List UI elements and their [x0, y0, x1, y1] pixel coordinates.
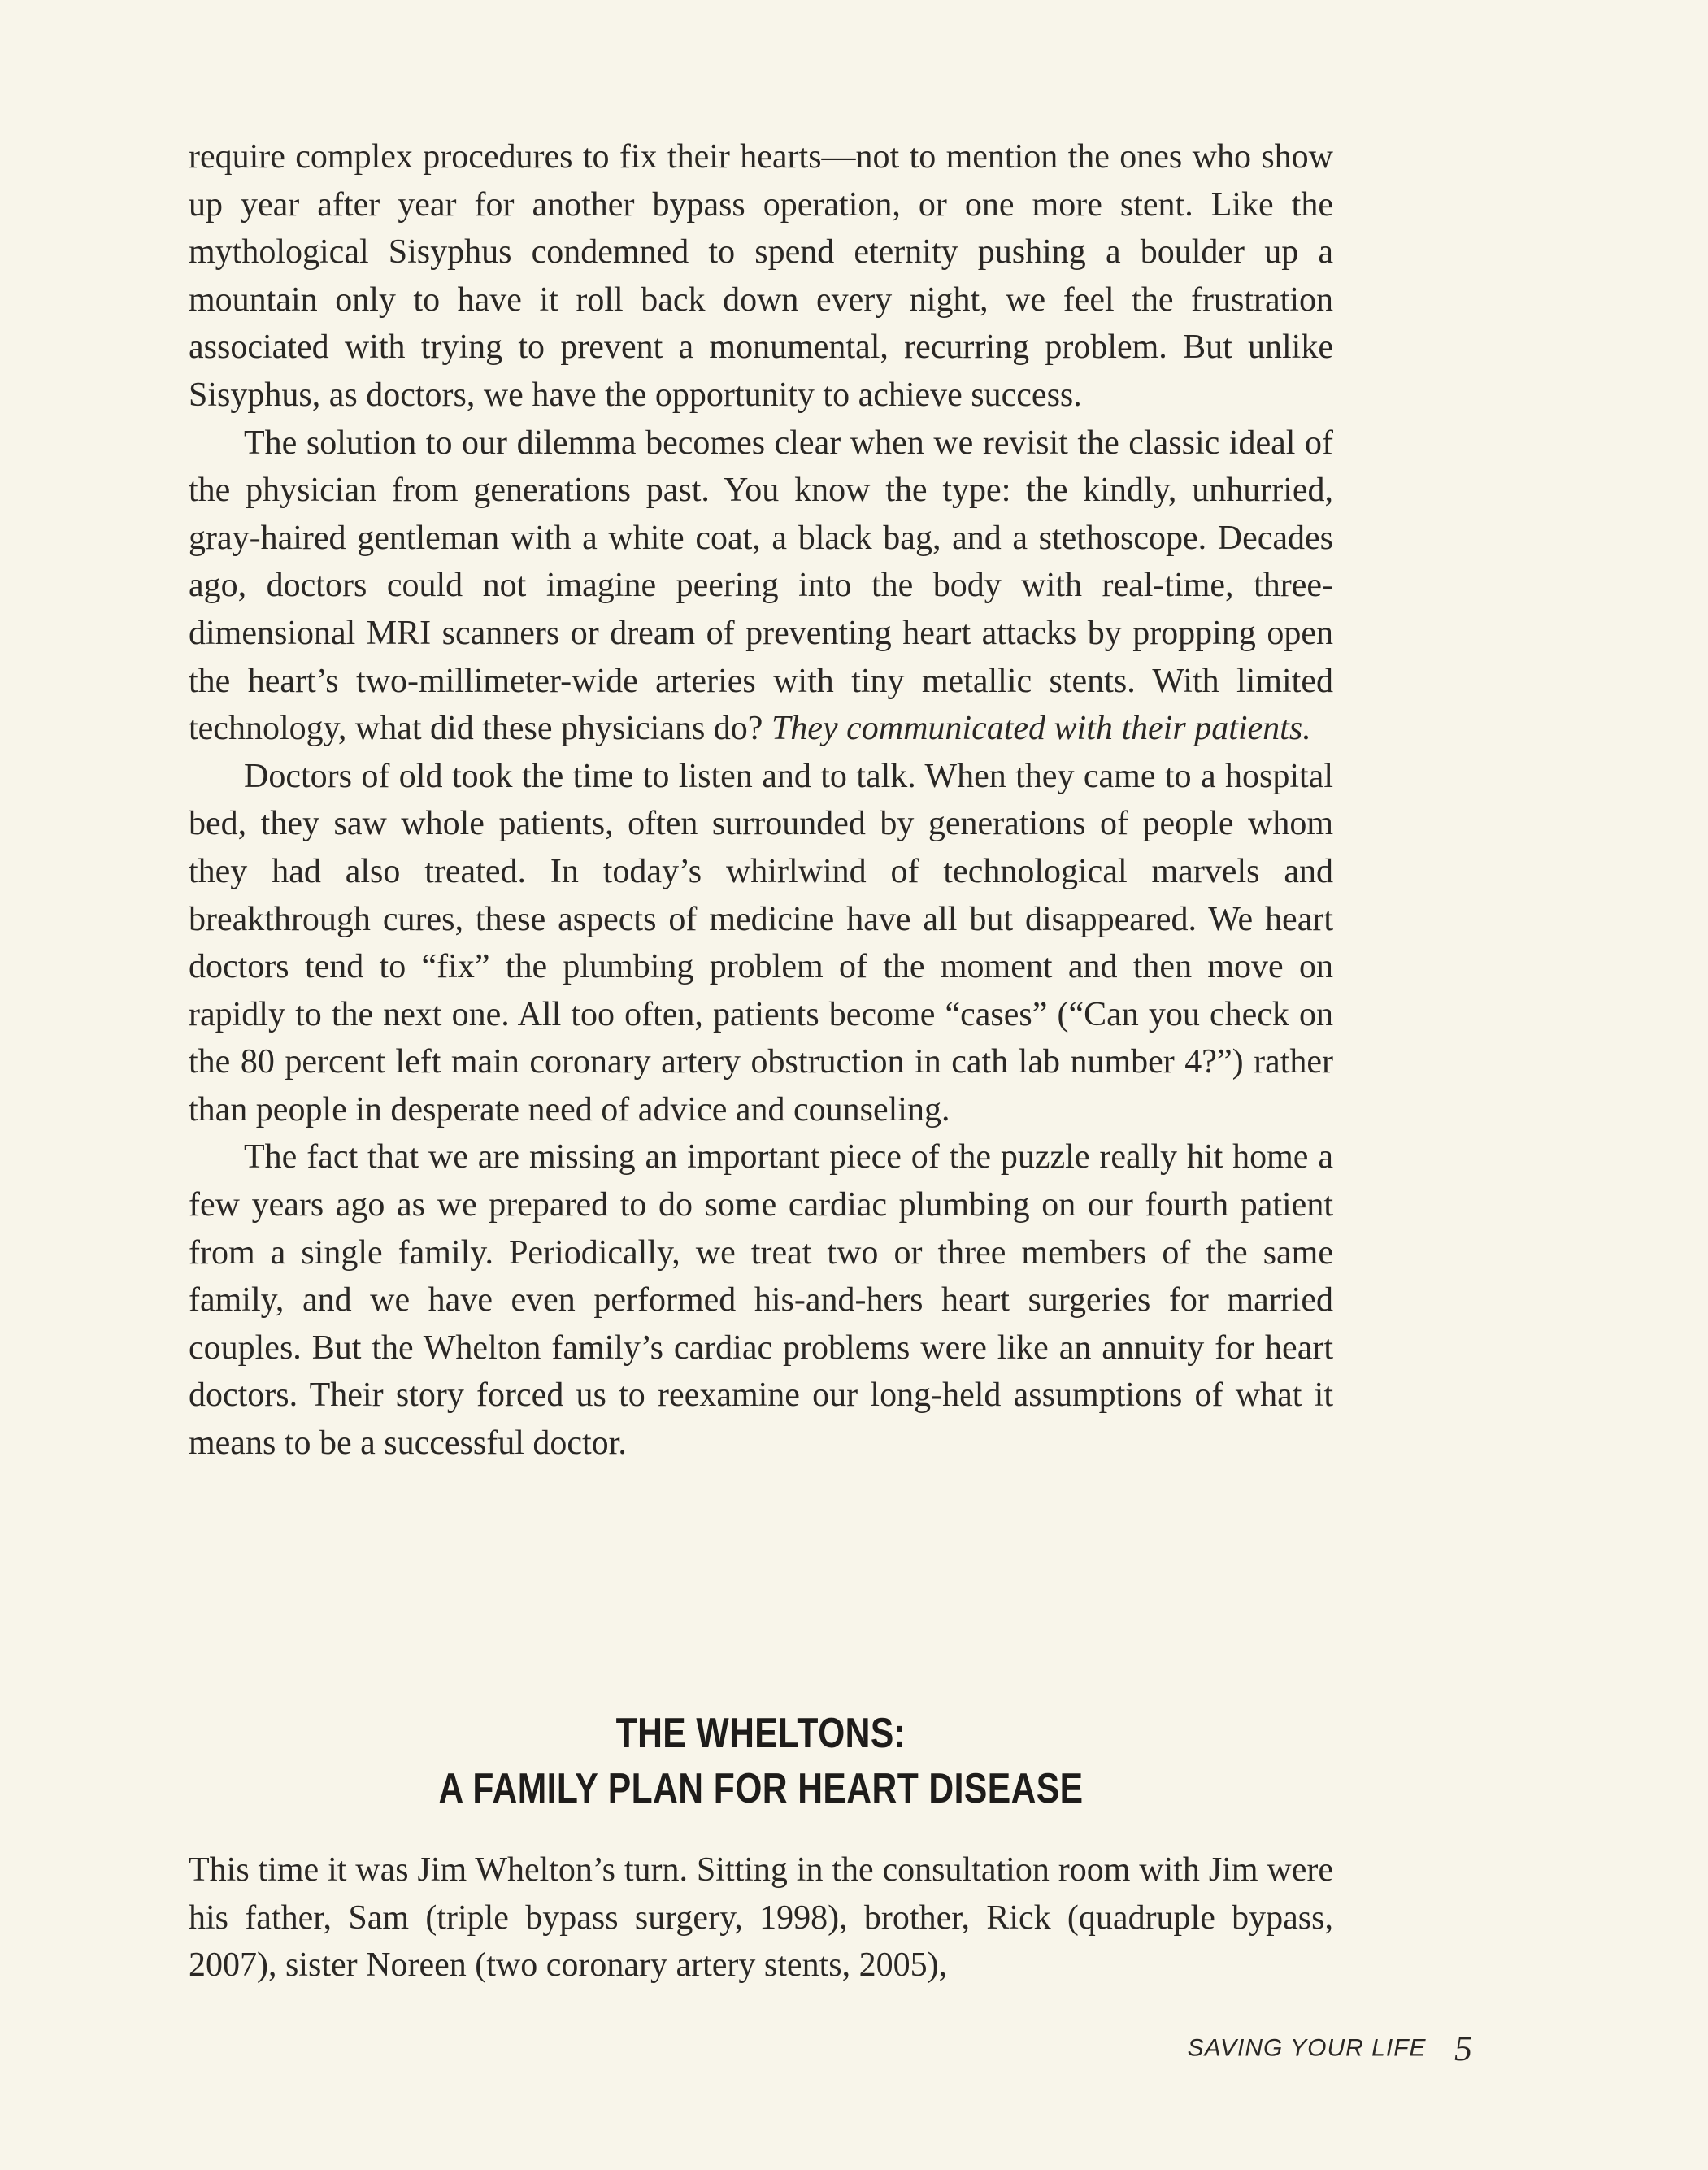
- paragraph-4: The fact that we are missing an important piece of the puzzle really hit home a few years ago as we prepared to do some cardiac plumbing on our fourth patient from a single family. Periodically, we treat two or three members of the same family, and we have even performed his-and-hers heart surgeries for married couples. But the Whelton family’s cardiac problems were like an annuity for heart doctors. Their story forced us to reexamine our long-held assumptions of what it means to be a successful doctor.: [189, 1138, 1333, 1463]
- paragraph-2: [189, 420, 1333, 753]
- section-heading: [292, 1706, 1231, 1816]
- paragraph-3: Doctors of old took the time to listen and to talk. When they came to a hospital bed, they saw whole patients, often surrounded by generations of people whom they had also treated. In today’s whirlwind of technological marvels and breakthrough cures, these aspects of medicine have all but disappeared. We heart doctors tend to “fix” the plumbing problem of the moment and then move on rapidly to the next one. All too often, patients become “cases” (“Can you check on the 80 percent left main coronary artery obstruction in cath lab number 4?”) rather than people in desperate need of advice and counseling.: [189, 757, 1333, 1128]
- body-text-top: [189, 133, 1333, 1468]
- page-footer: [1188, 2028, 1472, 2069]
- section-heading-line-1: THE WHELTONS:: [615, 1710, 906, 1757]
- paragraph-2-text: The solution to our dilemma becomes clear when we revisit the classic ideal of the physician from generations past. You know the type: the kindly, unhurried, gray-haired gentleman with a white coat, a black bag, and a stethoscope. Decades ago, doctors could not imagine peering into the body with real-time, three-dimensional MRI scanners or dream of preventing heart attacks by propping open the heart’s two-millimeter-wide arteries with tiny metallic stents. With limited technology, what did these physicians do?: [189, 424, 1333, 748]
- paragraph-5: This time it was Jim Whelton’s turn. Sitting in the consultation room with Jim were his father, Sam (triple bypass surgery, 1998), brother, Rick (quadruple bypass, 2007), sister Noreen (two coronary artery stents, 2005),: [189, 1851, 1333, 1985]
- running-head: SAVING YOUR LIFE: [1187, 2034, 1427, 2062]
- paragraph-1: require complex procedures to fix their hearts—not to mention the ones who show up year after year for another bypass operation, or one more stent. Like the mythological Sisyphus condemned to spend eternity pushing a boulder up a mountain only to have it roll back down every night, we feel the frustration associated with trying to prevent a monumental, recurring problem. But unlike Sisyphus, as doctors, we have the opportunity to achieve success.: [189, 138, 1333, 414]
- body-text-bottom: [189, 1846, 1333, 1990]
- section-heading-line-2: A FAMILY PLAN FOR HEART DISEASE: [438, 1765, 1084, 1812]
- page-number: 5: [1454, 2029, 1472, 2068]
- paragraph-2-italic: They communicated with their patients.: [771, 710, 1311, 748]
